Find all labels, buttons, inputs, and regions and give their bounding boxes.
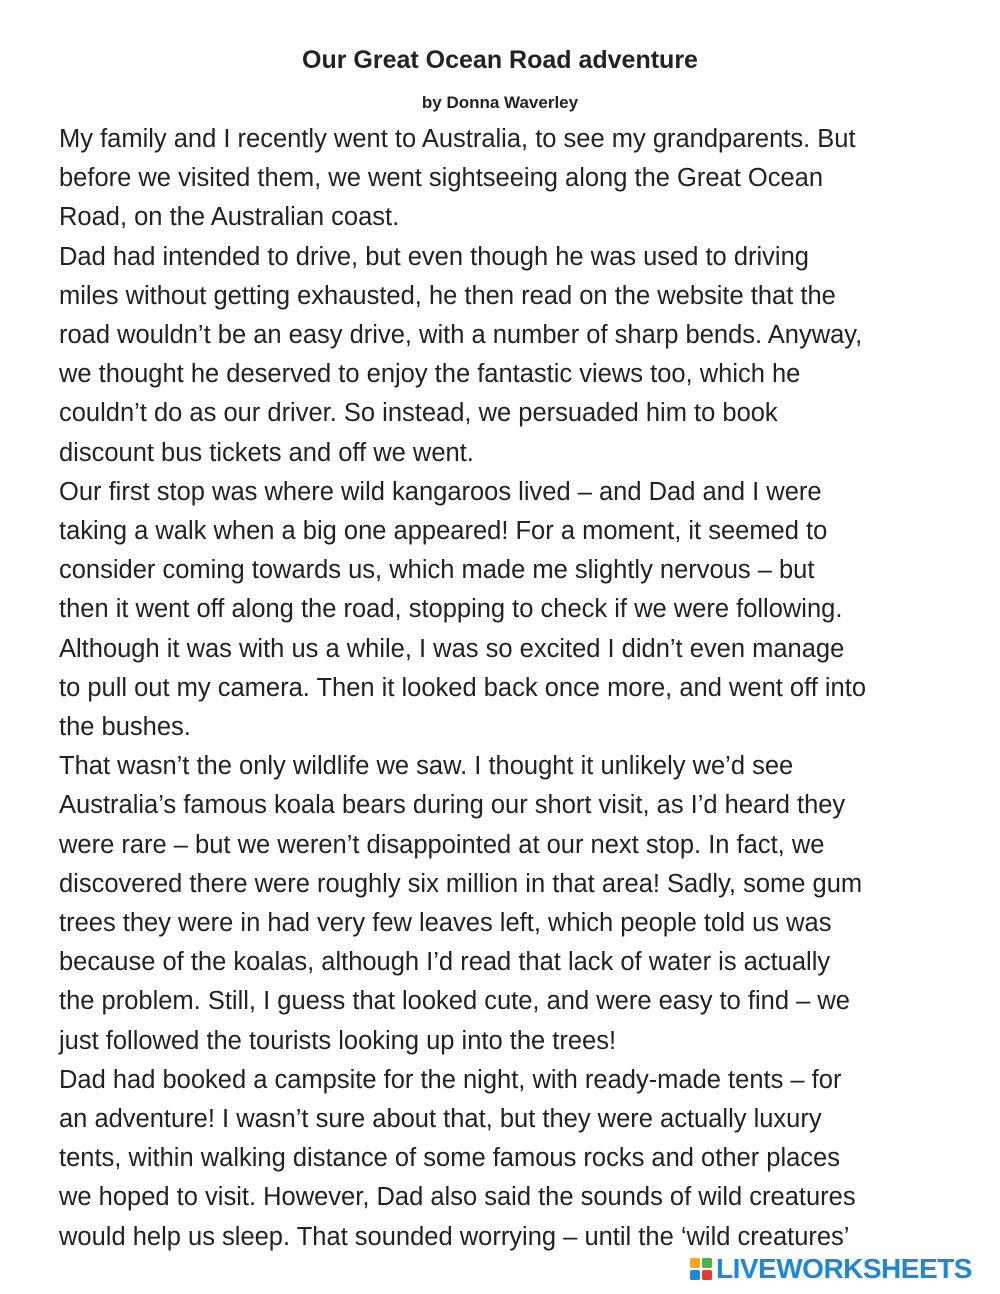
body-line: before we visited them, we went sightseeing along the Great Ocean <box>59 164 824 193</box>
body-line: to pull out my camera. Then it looked back once more, and went off into <box>59 673 867 702</box>
document-title: Our Great Ocean Road adventure <box>302 46 698 74</box>
body-line: trees they were in had very few leaves left, which people told us was <box>59 909 832 938</box>
body-line: the problem. Still, I guess that looked cute, and were easy to find – we <box>59 987 850 1016</box>
body-line: discovered there were roughly six million in that area! Sadly, some gum <box>59 869 863 898</box>
body-line: couldn’t do as our driver. So instead, we persuaded him to book <box>59 399 778 428</box>
body-line: Dad had intended to drive, but even though he was used to driving <box>59 242 809 271</box>
body-line: tents, within walking distance of some famous rocks and other places <box>59 1144 840 1173</box>
body-line: the bushes. <box>59 713 191 742</box>
body-line: Although it was with us a while, I was so excited I didn’t even manage <box>59 634 845 663</box>
body-line: would help us sleep. That sounded worrying – until the ‘wild creatures’ <box>59 1222 850 1251</box>
document-body <box>59 120 959 1257</box>
liveworksheets-logo-icon <box>690 1258 712 1280</box>
body-line: Our first stop was where wild kangaroos lived – and Dad and I were <box>59 477 822 506</box>
body-line: were rare – but we weren’t disappointed at our next stop. In fact, we <box>59 830 825 859</box>
liveworksheets-watermark <box>690 1253 972 1285</box>
body-line: discount bus tickets and off we went. <box>59 438 474 467</box>
body-line: My family and I recently went to Australia, to see my grandparents. But <box>59 125 856 153</box>
body-line: we thought he deserved to enjoy the fantastic views too, which he <box>59 360 801 389</box>
body-line: taking a walk when a big one appeared! For a moment, it seemed to <box>59 517 828 546</box>
body-line: we hoped to visit. However, Dad also said the sounds of wild creatures <box>59 1183 856 1212</box>
body-line: consider coming towards us, which made me slightly nervous – but <box>59 556 815 585</box>
body-line: That wasn’t the only wildlife we saw. I thought it unlikely we’d see <box>59 752 794 781</box>
body-line: just followed the tourists looking up into the trees! <box>59 1026 617 1055</box>
body-line: then it went off along the road, stopping to check if we were following. <box>59 595 843 624</box>
body-line: road wouldn’t be an easy drive, with a number of sharp bends. Anyway, <box>59 321 863 350</box>
body-line: Dad had booked a campsite for the night, with ready-made tents – for <box>59 1065 842 1094</box>
body-line: miles without getting exhausted, he then read on the website that the <box>59 281 836 310</box>
document-byline: by Donna Waverley <box>421 93 579 112</box>
watermark-text: LIVEWORKSHEETS <box>716 1253 972 1284</box>
body-line: an adventure! I wasn’t sure about that, but they were actually luxury <box>59 1105 822 1134</box>
body-line: because of the koalas, although I’d read that lack of water is actually <box>59 948 831 977</box>
body-line: Australia’s famous koala bears during our short visit, as I’d heard they <box>59 791 846 820</box>
body-line: Road, on the Australian coast. <box>59 203 400 232</box>
